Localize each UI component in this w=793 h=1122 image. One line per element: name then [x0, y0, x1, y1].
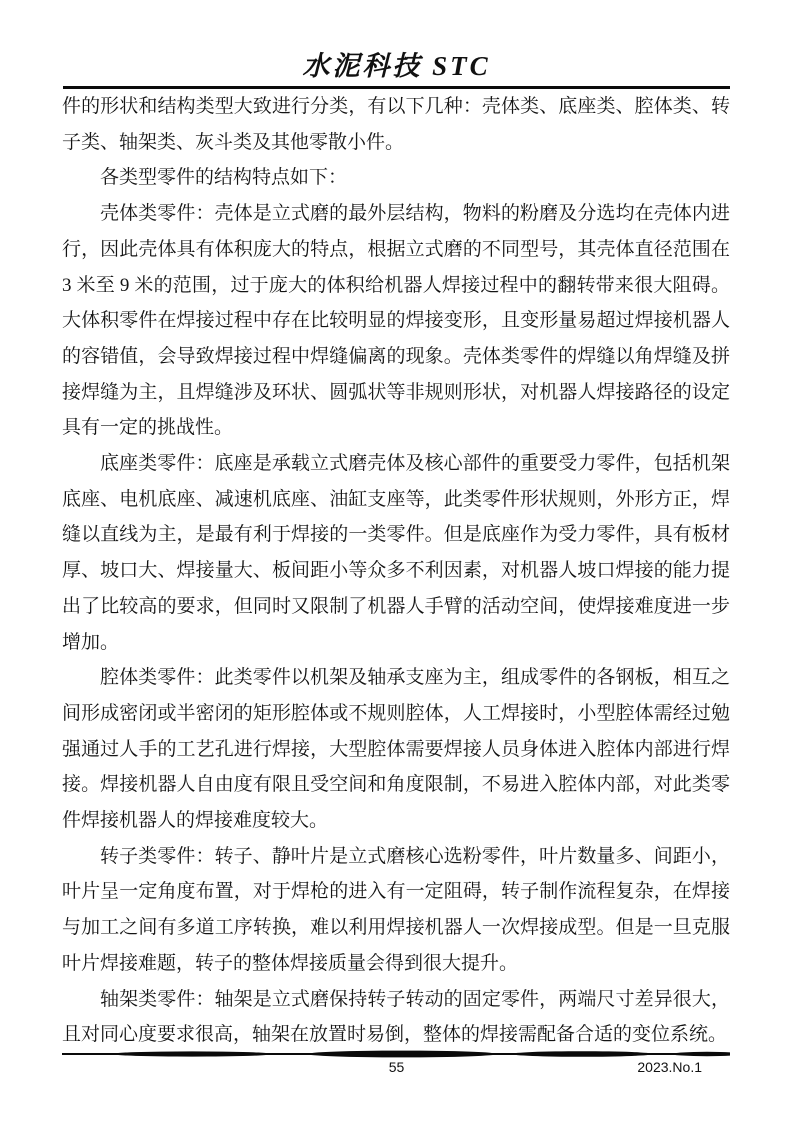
paragraph: 底座类零件：底座是承载立式磨壳体及核心部件的重要受力零件，包括机架底座、电机底座、减速机底座、油缸支座等，此类零件形状规则，外形方正，焊缝以直线为主，是最有利于焊接的一类零件。但是底座作为受力零件，具有板材厚、坡口大、焊接量大、板间距小等众多不利因素，对机器人坡口焊接的能力提出了比较高的要求，但同时又限制了机器人手臂的活动空间，使焊接难度进一步增加。	[62, 453, 730, 653]
footer-rule	[62, 1050, 730, 1059]
paragraph: 腔体类零件：此类零件以机架及轴承支座为主，组成零件的各钢板，相互之间形成密闭或半密闭的矩形腔体或不规则腔体，人工焊接时，小型腔体需经过勉强通过人手的工艺孔进行焊接，大型腔体需要焊接人员身体进入腔体内部进行焊接。焊接机器人自由度有限且受空间和角度限制，不易进入腔体内部，对此类零件焊接机器人的焊接难度较大。	[62, 667, 730, 832]
journal-title: 水泥科技 STC	[302, 51, 491, 81]
footer-issue-label: 2023.No.1	[637, 1059, 702, 1075]
footer-page-number: 55	[388, 1059, 405, 1075]
body-text	[62, 89, 730, 1053]
paragraph: 轴架类零件：轴架是立式磨保持转子转动的固定零件，两端尺寸差异很大，且对同心度要求很高，轴架在放置时易倒，整体的焊接需配备合适的变位系统。	[62, 988, 730, 1046]
paragraph: 壳体类零件：壳体是立式磨的最外层结构，物料的粉磨及分选均在壳体内进行，因此壳体具有体积庞大的特点，根据立式磨的不同型号，其壳体直径范围在 3 米至 9 米的范围，过于庞大的体积给机器人焊接过程中的翻转带来很大阻碍。大体积零件在焊接过程中存在比较明显的焊接变形，且变形量易超过焊接机器人的容错值，会导致焊接过程中焊缝偏离的现象。壳体类零件的焊缝以角焊缝及拼接焊缝为主，且焊缝涉及环状、圆弧状等非规则形状，对机器人焊接路径的设定具有一定的挑战性。	[62, 203, 730, 439]
paragraph: 件的形状和结构类型大致进行分类，有以下几种：壳体类、底座类、腔体类、转子类、轴架类、灰斗类及其他零散小件。	[62, 96, 730, 153]
paragraph: 转子类零件：转子、静叶片是立式磨核心选粉零件，叶片数量多、间距小，叶片呈一定角度布置，对于焊枪的进入有一定阻碍，转子制作流程复杂，在焊接与加工之间有多道工序转换，难以利用焊接机器人一次焊接成型。但是一旦克服叶片焊接难题，转子的整体焊接质量会得到很大提升。	[62, 845, 730, 974]
paragraph: 各类型零件的结构特点如下：	[100, 167, 348, 189]
